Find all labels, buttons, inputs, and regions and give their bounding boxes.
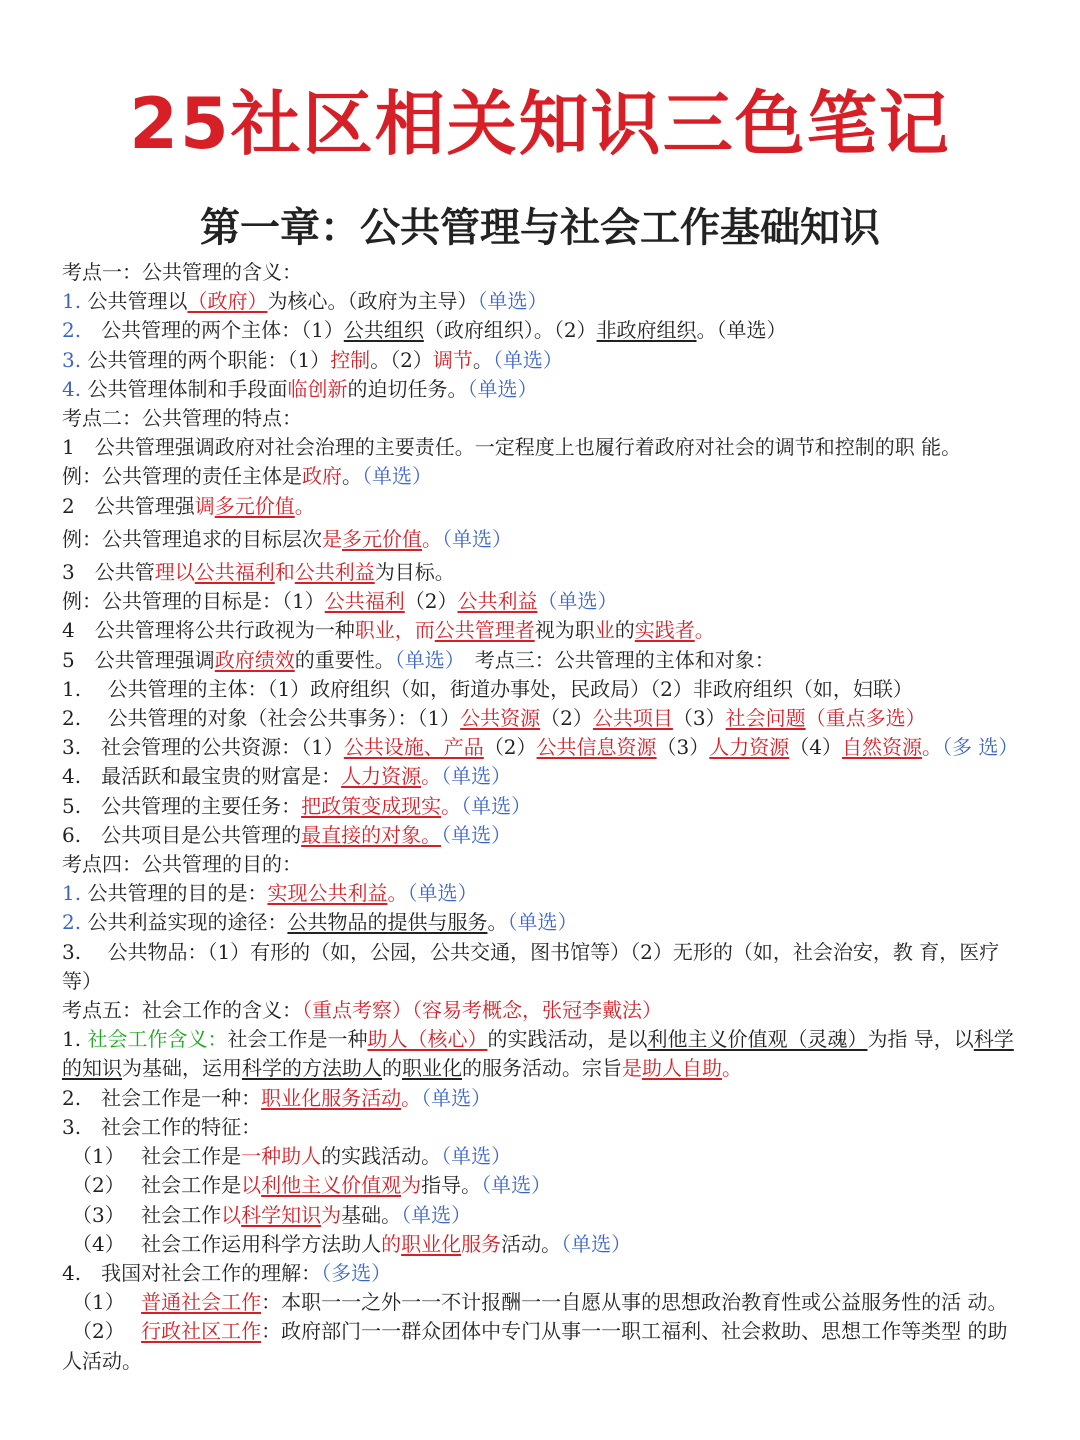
note-text: （单选） [461,793,532,818]
note-text: （1） 社会工作是 [62,1144,242,1169]
note-text: 公共管理者 [434,618,535,643]
note-text: 科学的方法助人 [242,1056,382,1081]
note-text: 实现公共利益 [267,881,388,906]
note-line [62,792,1022,821]
note-text: 考点二：公共管理的特点： [62,406,302,431]
note-text: 的重要性。 [294,647,395,672]
note-text: 社会问题 [725,706,806,731]
note-text: （多选） [321,1260,392,1285]
note-text: 以 [241,1173,262,1198]
note-text: （3） [656,735,710,760]
note-text: 例：公共管理的责任主体是 [62,464,302,489]
note-text: 利他主义价值观 [261,1173,402,1198]
note-line [62,733,1022,762]
note-text: （政府组织）。（2） [423,318,597,343]
note-text: 2. 公共管理的对象（社会公共事务）：（1） [62,706,461,731]
note-text: 公共项目 [592,706,673,731]
note-text: （单选） [442,526,512,551]
note-text: 的实践活动，是以 [487,1027,648,1052]
note-text: ，而 [394,618,435,643]
note-text: 公共管理的目的是： [87,881,268,906]
note-text: 为目标。 [374,560,455,585]
note-text: （2） [483,735,537,760]
note-text: 考点一：公共管理的含义： [62,260,302,284]
note-text: 视为职 [534,618,595,643]
note-line [62,316,1022,345]
note-text: 自然资源 [842,735,923,760]
note-text: 理以 [154,560,195,585]
note-text: （单选） [421,1085,492,1110]
note-line [62,525,1022,554]
note-text: 人力资源 [709,735,790,760]
note-text: 是 [322,526,342,551]
note-text: 普通社会工作 [141,1290,262,1315]
note-text: （3） [672,706,726,731]
note-text: 利他主义价值观（灵魂） [647,1027,868,1052]
note-text: 把政策变成现实 [301,793,442,818]
note-text: 。 [441,793,462,818]
note-text: 活动。 [501,1231,562,1256]
note-text: 控制 [330,347,371,372]
note-text: 实践者 [634,618,695,643]
note-text: 职业 [354,618,395,643]
note-text: 公共福利 [194,560,275,585]
note-text: 是 [622,1056,642,1081]
note-line [62,675,1022,704]
note-line [62,1259,1022,1288]
note-text: 的 [381,1231,402,1256]
note-text: 公共管理的两个主体：（1） [81,318,344,343]
note-text: 例：公共管理追求的目标层次 [62,526,322,551]
note-text: 职业化 [402,1056,462,1081]
note-text: 1. [62,1027,88,1052]
note-text: （单选） [394,647,455,672]
note-text: 。 [922,735,943,760]
note-text: （多 选） [942,735,1019,760]
note-text: 4 公共管理将公共行政视为一种 [62,618,355,643]
note-text: 。 [421,764,442,789]
note-text: （1） [62,1290,142,1315]
note-line [62,996,1022,1025]
note-text: 助人自助 [642,1056,722,1081]
note-text: 职业化服务活动 [261,1085,402,1110]
note-text: 以 [221,1202,242,1227]
note-text: 公共利益 [457,589,538,614]
note-line [62,821,1022,850]
note-text: 多元价值 [214,493,295,518]
note-text: 的 [614,618,635,643]
note-text: 1. 公共管理的主体：（1）政府组织（如，街道办事处，民政局）（2）非政府组织（如，妇联） [62,676,913,701]
note-text: 考点四：公共管理的目的： [62,852,302,877]
note-text: 行政社区工作 [141,1319,262,1344]
note-text: （单选） [467,376,538,401]
note-text: 3. 公共物品：（1）有形的（如，公园，公共交通，图书馆等）（2）无形的（如，社会治安，教 育，医疗等） [62,939,1000,993]
note-text: （核心） [407,1027,488,1052]
note-text: 政府绩效 [214,647,295,672]
note-text: ：政府部门一一群众团体中专门从事一一职工福利、社会救助、思想工作等类型 的助人活动。 [62,1319,1008,1373]
note-line [62,762,1022,791]
note-text: 。 [422,526,442,551]
note-text: 公共福利 [324,589,405,614]
note-line [62,587,1022,616]
note-text: 的服务活动。宗旨 [462,1056,622,1081]
note-text: （单选） [401,1202,472,1227]
note-text: 6. 公共项目是公共管理的 [62,822,302,847]
note-text: 公共资源 [460,706,541,731]
note-text: 4. [62,376,88,401]
note-text: （单选） [492,347,563,372]
note-text: 职业化 [401,1231,462,1256]
note-text: 非政府组织 [596,318,697,343]
note-text: （3） 社会工作 [62,1202,222,1227]
note-line [62,433,1022,462]
note-text: （单选） [441,822,512,847]
note-line [62,375,1022,404]
note-text: 3. 社会管理的公共资源：（1） [62,735,344,760]
note-text: 的迫切任务。 [347,376,468,401]
note-text: 业 [594,618,615,643]
note-text: 1. [62,289,88,314]
note-text: 2. 社会工作是一种： [62,1085,262,1110]
note-text: 公共信息资源 [536,735,657,760]
note-text: 公共管理以 [87,289,188,314]
note-line [62,1288,1022,1317]
note-line [62,1171,1022,1200]
chapter-heading: 第一章：公共管理与社会工作基础知识 [200,204,880,251]
note-text: 科学的知识 [62,1027,1014,1081]
note-text: （2） [62,1319,142,1344]
note-text: （单选） [407,881,478,906]
note-text: 和 [274,560,295,585]
note-text: 考点五：社会工作的含义： [62,998,302,1023]
note-text: （单选） [481,1173,552,1198]
note-line [62,1084,1022,1113]
note-text: 为指 导，以 [867,1027,974,1052]
note-text: 为核心。（政府为主导） [267,289,478,314]
note-text: （政府） [187,289,268,314]
note-text: （2） [540,706,593,731]
note-text: （单选） [537,589,618,614]
note-text: 指导。 [421,1173,482,1198]
note-line [62,1230,1022,1259]
note-text: （重点考察）（容易考概念，张冠李戴法） [302,998,662,1023]
note-text: 为 [321,1202,342,1227]
note-line [62,558,1022,587]
page-title: 25社区相关知识三色笔记 [129,83,951,165]
note-text: （单选） [441,764,512,789]
note-text: 。 [694,618,715,643]
note-text: 。（2） [370,347,433,372]
note-text: （重点多选） [805,706,926,731]
note-text: 3 公共管 [62,560,155,585]
note-text: 人力资源 [341,764,422,789]
note-text: 。 [294,493,315,518]
note-text: 公共管理体制和手段面 [87,376,288,401]
note-text: 2. [62,910,88,935]
note-text: 公共利益实现的途径： [87,910,288,935]
note-text: 5. 公共管理的主要任务： [62,793,302,818]
note-text: （单选） [507,910,578,935]
note-text: 社会工作是一种 [227,1027,368,1052]
note-text: 助人 [367,1027,408,1052]
note-text: 政府 [302,464,342,489]
note-text: 。 [387,881,408,906]
note-text: （单选） [477,289,548,314]
note-text: 的 [382,1056,402,1081]
note-line [62,908,1022,937]
note-text: 考点三：公共管理的主体和对象： [454,647,775,672]
note-text: 公共利益 [294,560,375,585]
note-line [62,616,1022,645]
note-text: 4. 最活跃和最宝贵的财富是： [62,764,342,789]
note-line [62,1317,1022,1375]
notes-body [62,258,1022,1376]
note-text: （单选） [362,464,432,489]
note-line [62,1025,1022,1083]
note-line [62,404,1022,433]
note-line [62,346,1022,375]
note-text: 例：公共管理的目标是：（1） [62,589,325,614]
note-text: 4. 我国对社会工作的理解： [62,1260,322,1285]
note-text: （2） 社会工作是 [62,1173,242,1198]
note-text: 。 [722,1056,742,1081]
note-line [62,850,1022,879]
note-text: 公共物品的提供与服务 [287,910,488,935]
note-text: （4） 社会工作运用科学方法助人 [62,1231,382,1256]
note-line [62,1113,1022,1142]
note-text: 多元价值 [342,526,422,551]
note-text: 。（单选） [696,318,787,343]
note-line [62,258,1022,287]
note-text: 为 [401,1173,422,1198]
note-text: 。 [342,464,362,489]
note-text: 1 公共管理强调政府对社会治理的主要责任。一定程度上也履行着政府对社会的调节和控制的职 能。 [62,435,962,460]
note-text: 公共组织 [343,318,424,343]
note-text: 1. [62,881,88,906]
note-text: 临创新 [287,376,348,401]
note-line [62,646,1022,675]
note-text: （4） [789,735,843,760]
note-text: 为基础，运用 [122,1056,242,1081]
note-line [62,462,1022,491]
note-text: 公共管理的两个职能：（1） [87,347,331,372]
note-text: 调 [194,493,215,518]
note-text: 一种助人 [241,1144,322,1169]
note-line [62,492,1022,521]
note-text: 社会工作含义： [87,1027,228,1052]
note-text: 。 [487,910,508,935]
note-text: （单选） [441,1144,512,1169]
note-text: （2） [404,589,458,614]
note-text: 。 [401,1085,422,1110]
note-text: 2 公共管理强 [62,493,195,518]
note-text: 。 [472,347,493,372]
note-text: 公共设施、产品 [343,735,484,760]
note-line [62,1142,1022,1171]
note-line [62,287,1022,316]
note-line [62,704,1022,733]
note-line [62,879,1022,908]
note-text: 服务 [461,1231,502,1256]
note-text: 最直接的对象。 [301,822,442,847]
note-text: 5 公共管理强调 [62,647,215,672]
note-text: 调节 [432,347,473,372]
note-text: （单选） [561,1231,632,1256]
note-text: ：本职一一之外一一不计报酬一一自愿从事的思想政治教育性或公益服务性的活 动。 [261,1290,1008,1315]
note-line [62,1201,1022,1230]
note-text: 2. [62,318,82,343]
note-text: 基础。 [341,1202,402,1227]
note-line [62,938,1022,996]
note-text: 3. [62,347,88,372]
note-text: 3. 社会工作的特征： [62,1114,262,1139]
note-text: 的实践活动。 [321,1144,442,1169]
note-text: 科学知识 [241,1202,322,1227]
